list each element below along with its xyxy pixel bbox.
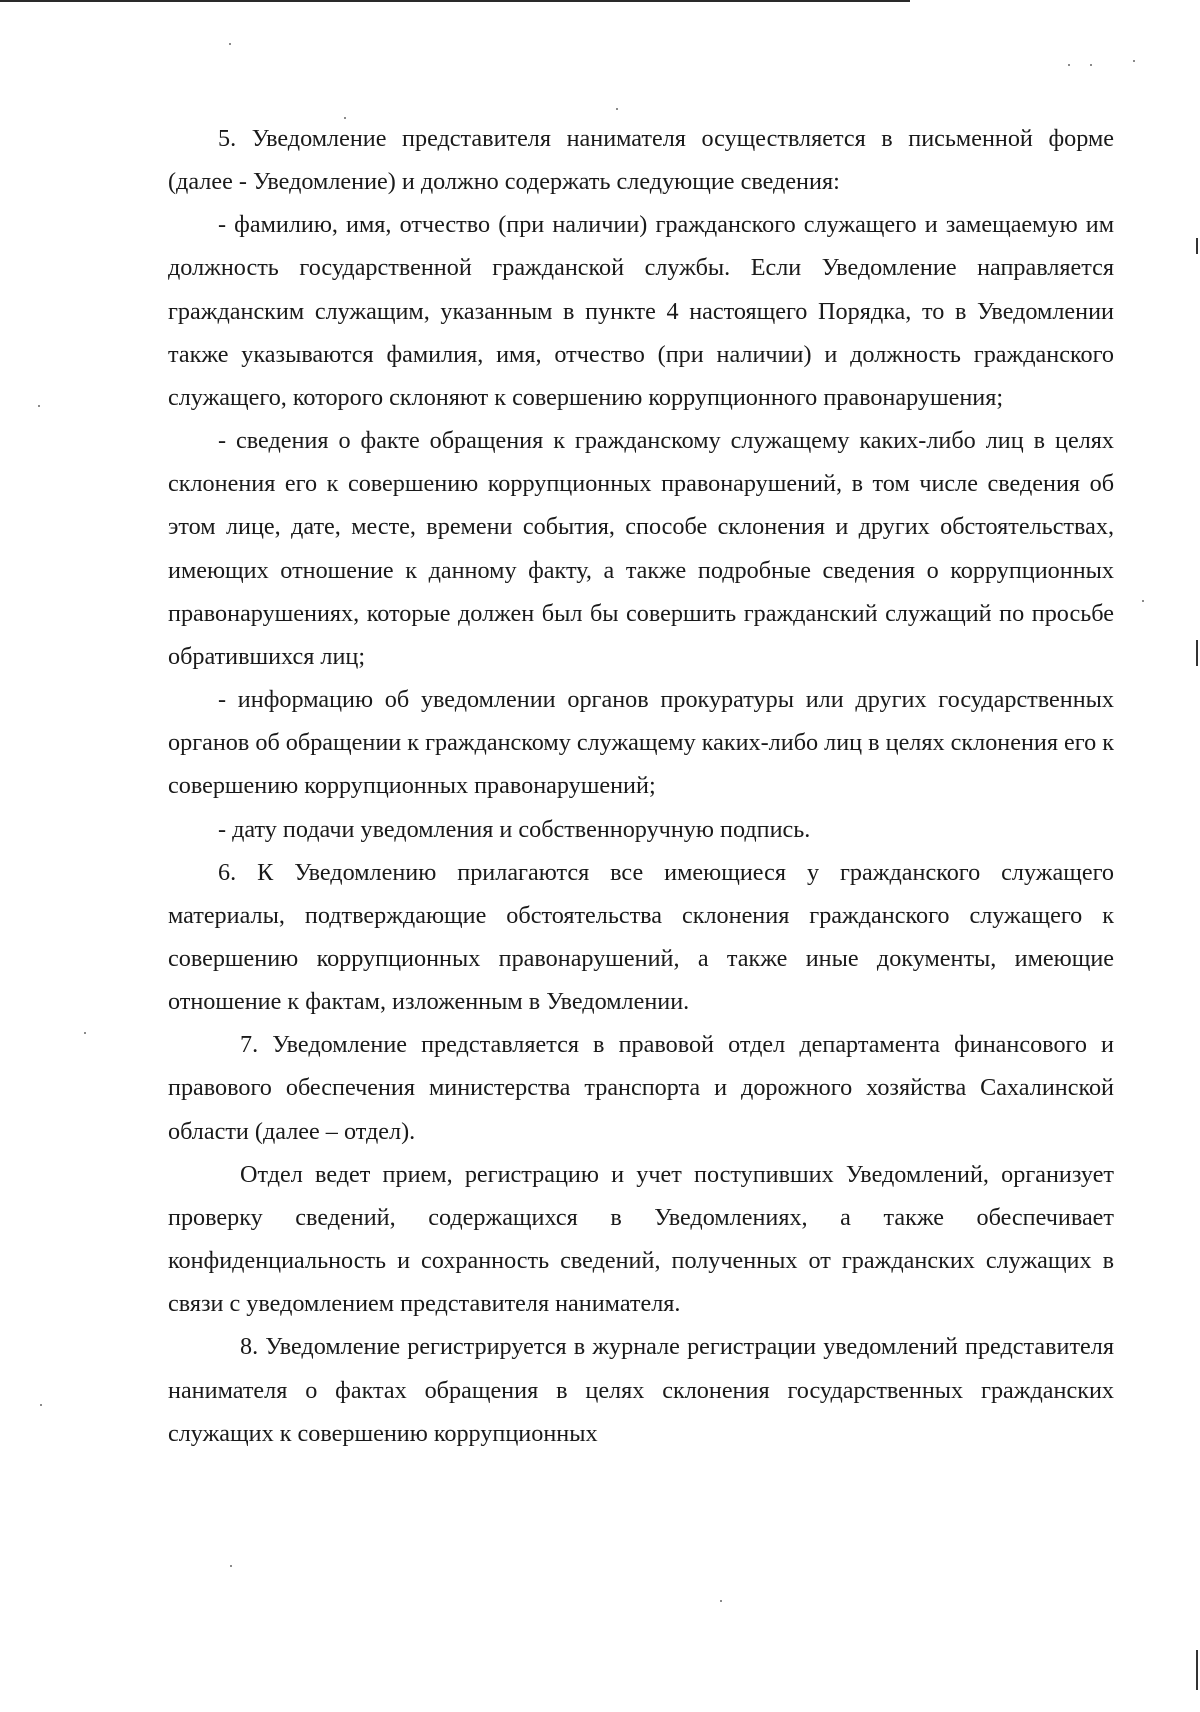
scan-edge-mark [1196, 1650, 1198, 1690]
scan-speck [720, 1600, 722, 1602]
scan-speck [38, 405, 40, 407]
paragraph-5-item-name: - фамилию, имя, отчество (при наличии) гражданского служащего и замещаемую им должность государственной гражданской службы. Если Уведомление направляется гражданским служащим, указанным в пункте 4 настоящего Порядка, то в Уведомлении также указываются фамилия, имя, отчество (при наличии) и должность гражданского служащего, которого склоняют к совершению коррупционного правонарушения; [168, 211, 1114, 411]
paragraph-6: 6. К Уведомлению прилагаются все имеющиеся у гражданского служащего материалы, подтверждающие обстоятельства склонения гражданского служащего к совершению коррупционных правонарушений, а также иные документы, имеющие отношение к фактам, изложенным в Уведомлении. [168, 858, 1114, 1016]
paragraph-5-item-date: - дату подачи уведомления и собственноручную подпись. [218, 815, 811, 843]
paragraph-5-item-prosecutor: - информацию об уведомлении органов прокуратуры или других государственных органов об обращении к гражданскому служащему каких-либо лиц в целях склонения его к совершению коррупционных правонарушений; [168, 686, 1114, 800]
scan-edge-line [0, 0, 910, 2]
scan-edge-mark [1196, 238, 1198, 254]
paragraph-7: 7. Уведомление представляется в правовой отдел департамента финансового и правового обеспечения министерства транспорта и дорожного хозяйства Сахалинской области (далее – отдел). [168, 1031, 1114, 1145]
scan-speck [40, 1404, 42, 1406]
document-body [168, 117, 1114, 1455]
paragraph-8: 8. Уведомление регистрируется в журнале регистрации уведомлений представителя нанимателя о фактах обращения в целях склонения государственных гражданских служащих к совершению коррупционных [168, 1333, 1114, 1447]
paragraph-7-department: Отдел ведет прием, регистрацию и учет поступивших Уведомлений, организует проверку сведений, содержащихся в Уведомлениях, а также обеспечивает конфиденциальность и сохранность сведений, полученных от гражданских служащих в связи с уведомлением представителя нанимателя. [168, 1160, 1114, 1318]
scan-speck [1133, 60, 1135, 62]
scan-speck [229, 43, 231, 45]
scan-speck [1090, 64, 1092, 66]
scan-edge-mark [1196, 640, 1198, 666]
paragraph-5-item-facts: - сведения о факте обращения к гражданскому служащему каких-либо лиц в целях склонения его к совершению коррупционных правонарушений, в том числе сведения об этом лице, дате, месте, времени события, способе склонения и других обстоятельствах, имеющих отношение к данному факту, а также подробные сведения о коррупционных правонарушениях, которые должен был бы совершить гражданский служащий по просьбе обратившихся лиц; [168, 427, 1114, 670]
scan-speck [1142, 600, 1144, 602]
scan-speck [84, 1032, 86, 1034]
scan-speck [230, 1565, 232, 1567]
scan-speck [1068, 64, 1070, 66]
paragraph-5: 5. Уведомление представителя нанимателя осуществляется в письменной форме (далее - Уведомление) и должно содержать следующие сведения: [168, 125, 1114, 196]
scan-speck [616, 108, 618, 110]
